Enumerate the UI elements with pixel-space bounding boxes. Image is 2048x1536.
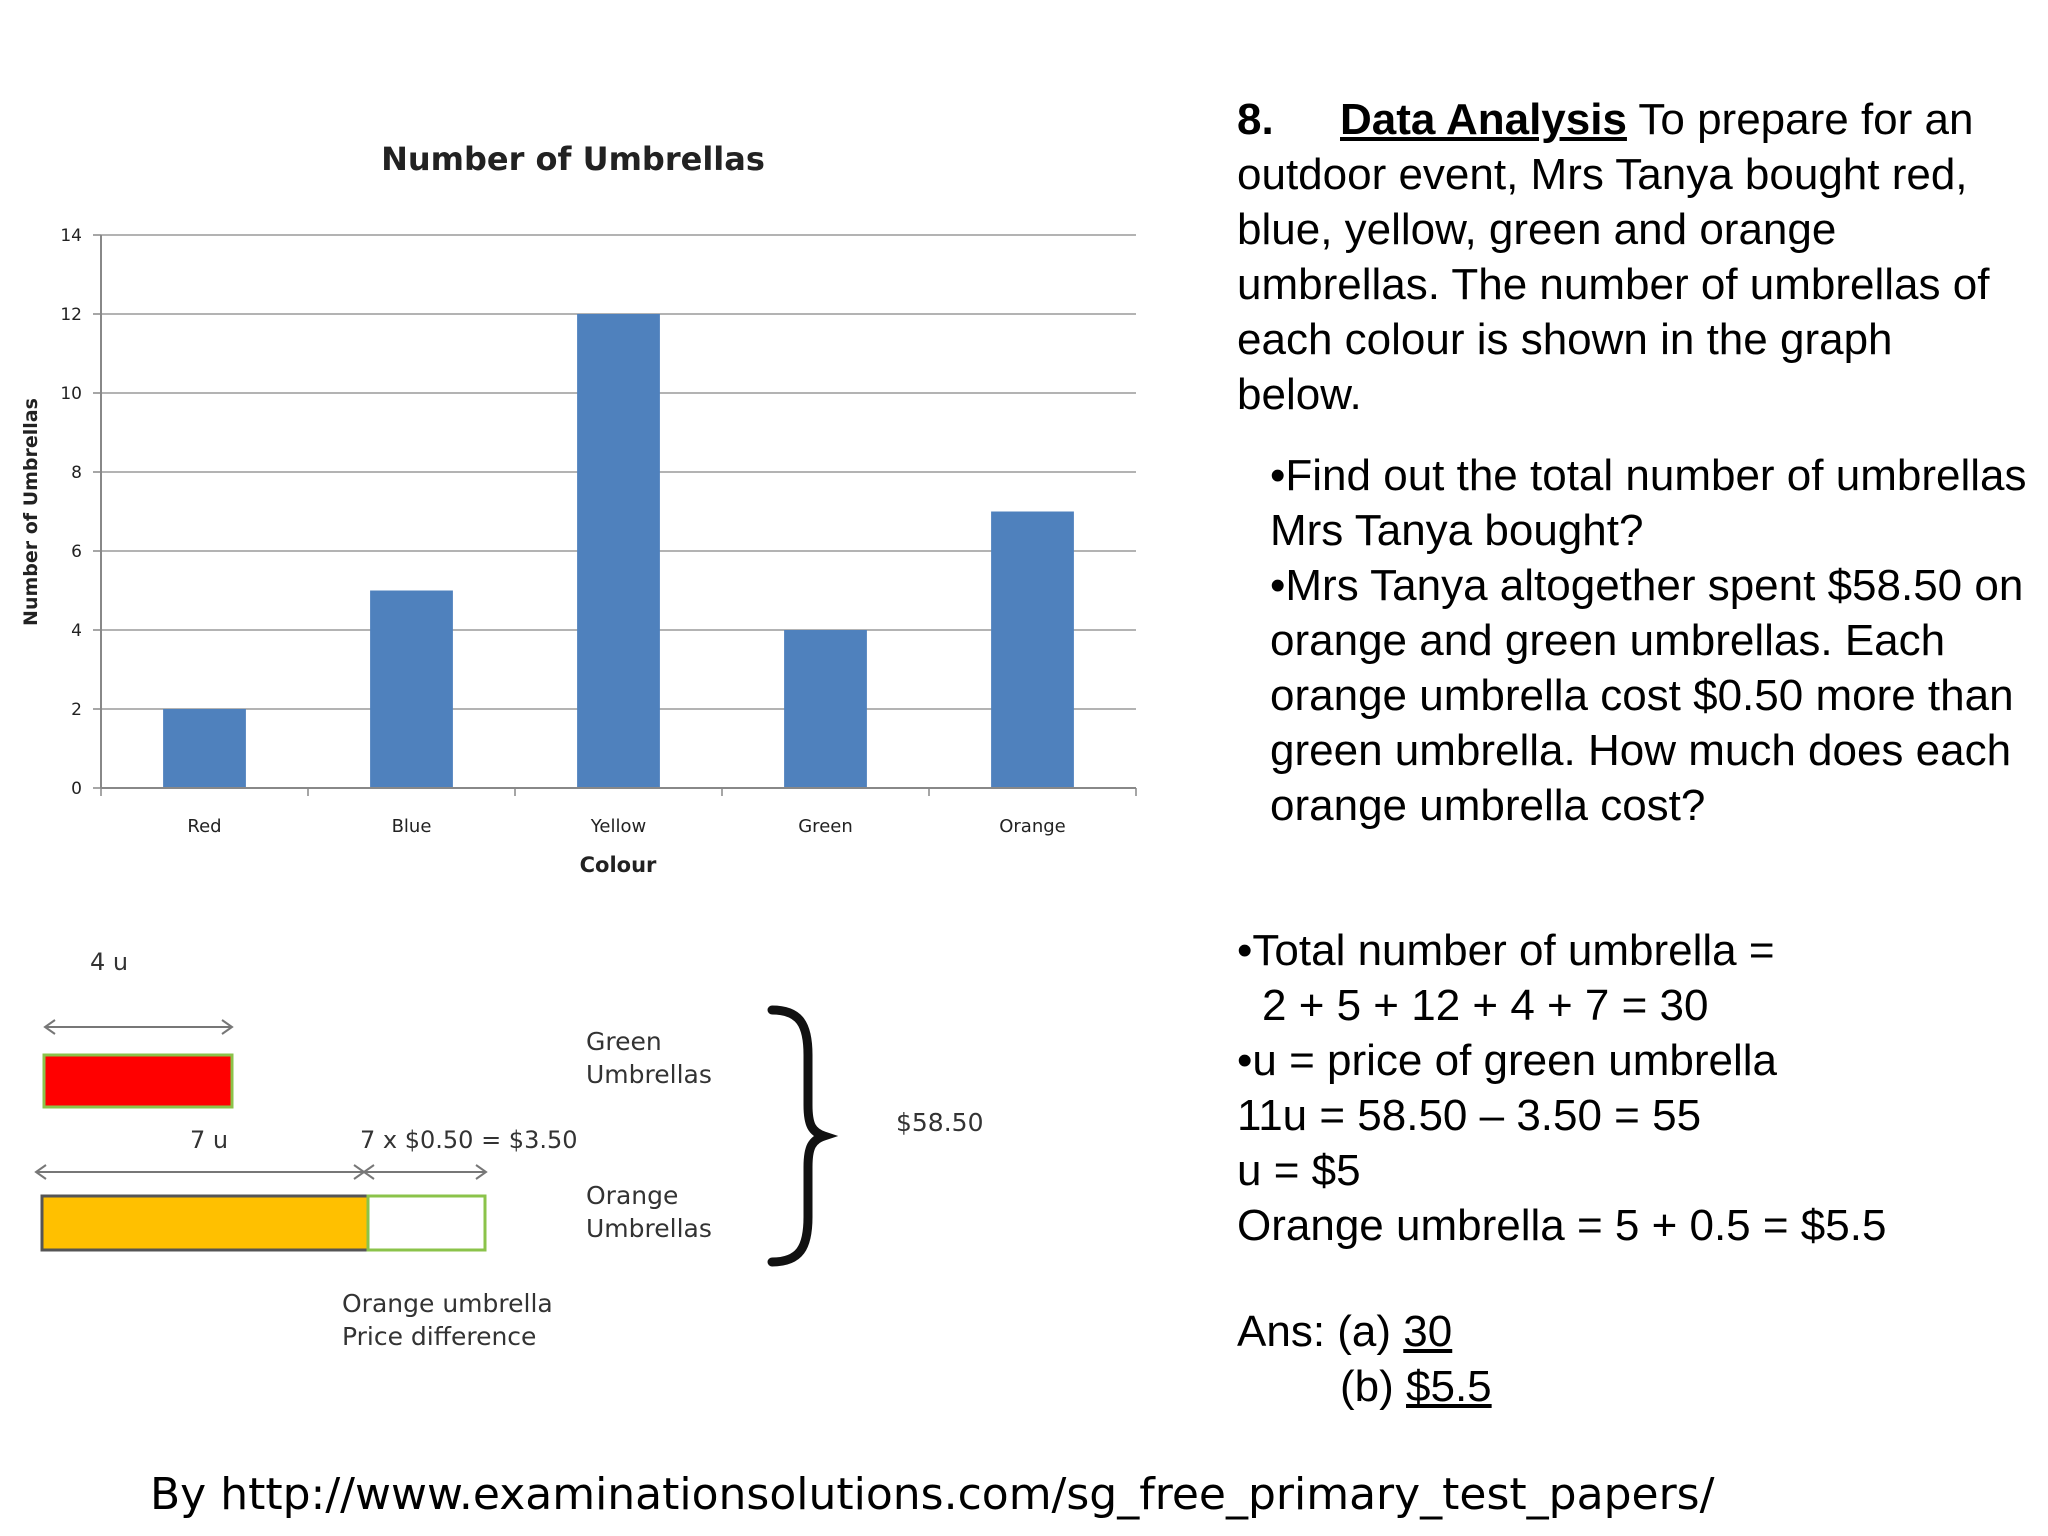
- bar-yellow: [577, 314, 660, 788]
- x-tick-label: Orange: [999, 816, 1066, 837]
- bar-orange: [991, 512, 1074, 789]
- question-intro: To prepare for an outdoor event, Mrs Tanya bought red, blue, yellow, green and orange umbrellas. The number of umbrellas of each colour is shown in the graph below.: [1237, 95, 1990, 419]
- answer-b: [1237, 1359, 2027, 1414]
- total-cost-label: $58.50: [896, 1108, 984, 1137]
- solution-line-2: 2 + 5 + 12 + 4 + 7 = 30: [1262, 981, 1709, 1030]
- y-tick-label: 10: [60, 384, 82, 404]
- curly-brace-icon: [772, 1010, 824, 1262]
- y-tick-label: 0: [71, 779, 82, 799]
- answer-b-value: $5.5: [1406, 1362, 1492, 1411]
- answer-b-prefix: (b): [1340, 1362, 1406, 1411]
- bar-blue: [370, 591, 453, 789]
- green-umbrellas-bar: [44, 1055, 232, 1107]
- y-tick-label: 6: [71, 542, 82, 562]
- bar-red: [163, 709, 246, 788]
- solution-line-4: 11u = 58.50 – 3.50 = 55: [1237, 1091, 1702, 1140]
- green-umbrellas-label-line1: Green: [586, 1027, 662, 1056]
- difference-calculation: 7 x $0.50 = $3.50: [360, 1126, 578, 1154]
- y-tick-label: 12: [60, 305, 82, 325]
- price-difference-box: [368, 1196, 485, 1250]
- question-text: [1237, 92, 2027, 422]
- orange-umbrellas-bar: [42, 1196, 368, 1250]
- model-diagram: [0, 920, 1150, 1390]
- green-umbrellas-label-line2: Umbrellas: [586, 1060, 712, 1089]
- price-difference-label-line1: Orange umbrella: [342, 1289, 553, 1318]
- answer-a-prefix: Ans: (a): [1237, 1307, 1404, 1356]
- x-axis-label: Colour: [579, 853, 657, 877]
- x-tick-label: Yellow: [590, 816, 647, 837]
- orange-units-label: 7 u: [190, 1126, 229, 1154]
- x-tick-label: Red: [187, 816, 222, 837]
- price-difference-label-line2: Price difference: [342, 1322, 537, 1351]
- y-tick-labels: [60, 226, 82, 799]
- solution-line-6: Orange umbrella = 5 + 0.5 = $5.5: [1237, 1201, 1887, 1250]
- y-axis-label: Number of Umbrellas: [20, 398, 42, 626]
- solution-line-3: •u = price of green umbrella: [1237, 1036, 1778, 1085]
- orange-umbrellas-label-line2: Umbrellas: [586, 1214, 712, 1243]
- x-tick-labels: [187, 816, 1065, 837]
- solution-line-1: •Total number of umbrella =: [1237, 926, 1775, 975]
- green-units-label: 4 u: [90, 948, 129, 976]
- umbrella-bar-chart: [0, 120, 1150, 900]
- answer-a-value: 30: [1403, 1307, 1453, 1356]
- question-topic: Data Analysis: [1340, 95, 1627, 144]
- question-bullets: [1270, 448, 2030, 833]
- answer-a: [1237, 1304, 2027, 1359]
- y-tick-label: 2: [71, 700, 82, 720]
- y-tick-label: 14: [60, 226, 82, 246]
- chart-title: Number of Umbrellas: [381, 140, 765, 178]
- solution-line-5: u = $5: [1237, 1146, 1361, 1195]
- solution-working: [1237, 923, 2027, 1253]
- bar-green: [784, 630, 867, 788]
- x-tick-label: Green: [798, 816, 853, 837]
- question-bullet-1: •Find out the total number of umbrellas Mrs Tanya bought?: [1270, 451, 2027, 555]
- y-tick-label: 8: [71, 463, 82, 483]
- x-tick-label: Blue: [391, 816, 432, 837]
- orange-umbrellas-label-line1: Orange: [586, 1181, 679, 1210]
- y-tick-label: 4: [71, 621, 82, 641]
- answers: [1237, 1304, 2027, 1414]
- question-bullet-2: •Mrs Tanya altogether spent $58.50 on orange and green umbrellas. Each orange umbrella cost $0.50 more than green umbrella. How much does each orange umbrella cost?: [1270, 561, 2024, 830]
- source-credit: By http://www.examinationsolutions.com/sg_free_primary_test_papers/: [150, 1469, 1715, 1520]
- question-number: 8.: [1237, 95, 1274, 144]
